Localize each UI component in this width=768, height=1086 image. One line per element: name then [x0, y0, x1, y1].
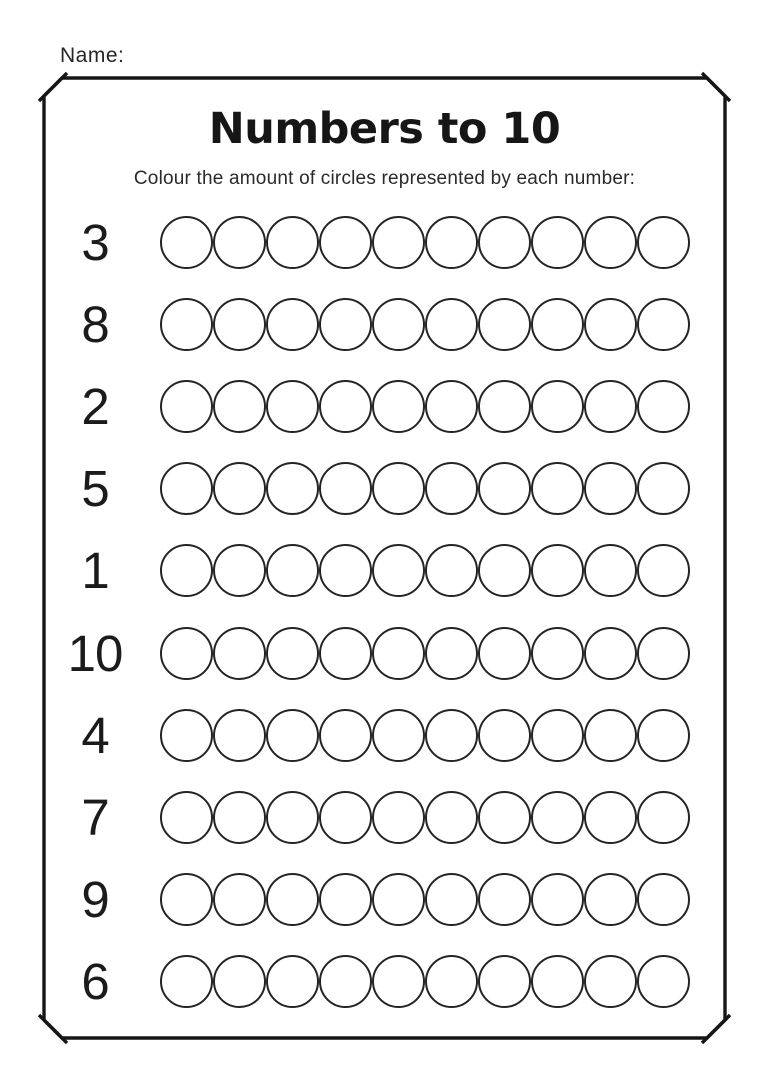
colourable-circle[interactable] — [584, 709, 637, 762]
colourable-circle[interactable] — [372, 791, 425, 844]
row-number-label: 3 — [81, 213, 109, 271]
colourable-circle[interactable] — [319, 873, 372, 926]
colourable-circle[interactable] — [319, 627, 372, 680]
row-number-label: 6 — [81, 953, 109, 1011]
colourable-circle[interactable] — [213, 709, 266, 762]
circle-strip — [160, 216, 690, 269]
colourable-circle[interactable] — [584, 462, 637, 515]
rows — [42, 201, 727, 1023]
colourable-circle[interactable] — [425, 298, 478, 351]
colourable-circle[interactable] — [319, 462, 372, 515]
colourable-circle[interactable] — [584, 873, 637, 926]
row-number-label: 9 — [81, 871, 109, 929]
colourable-circle[interactable] — [266, 873, 319, 926]
colourable-circle[interactable] — [584, 544, 637, 597]
colourable-circle[interactable] — [478, 709, 531, 762]
colourable-circle[interactable] — [160, 709, 213, 762]
colourable-circle[interactable] — [425, 216, 478, 269]
colourable-circle[interactable] — [531, 462, 584, 515]
colourable-circle[interactable] — [213, 462, 266, 515]
colourable-circle[interactable] — [160, 298, 213, 351]
row-number-label: 8 — [81, 295, 109, 353]
colourable-circle[interactable] — [425, 955, 478, 1008]
colourable-circle[interactable] — [584, 791, 637, 844]
colourable-circle[interactable] — [531, 544, 584, 597]
colourable-circle[interactable] — [266, 462, 319, 515]
circle-strip — [160, 298, 690, 351]
colourable-circle[interactable] — [160, 873, 213, 926]
colourable-circle[interactable] — [372, 627, 425, 680]
number-row-5 — [42, 448, 727, 530]
row-number-label: 4 — [81, 706, 109, 764]
colourable-circle[interactable] — [478, 544, 531, 597]
colourable-circle[interactable] — [213, 627, 266, 680]
colourable-circle[interactable] — [637, 627, 690, 680]
colourable-circle[interactable] — [160, 544, 213, 597]
number-row-1 — [42, 530, 727, 612]
colourable-circle[interactable] — [531, 216, 584, 269]
colourable-circle[interactable] — [372, 298, 425, 351]
colourable-circle[interactable] — [637, 462, 690, 515]
colourable-circle[interactable] — [531, 955, 584, 1008]
colourable-circle[interactable] — [478, 462, 531, 515]
number-row-7 — [42, 776, 727, 858]
number-row-8 — [42, 283, 727, 365]
row-number-label: 7 — [81, 788, 109, 846]
colourable-circle[interactable] — [372, 955, 425, 1008]
name-label: Name: — [60, 44, 125, 67]
colourable-circle[interactable] — [425, 380, 478, 433]
number-row-10 — [42, 612, 727, 694]
colourable-circle[interactable] — [160, 380, 213, 433]
colourable-circle[interactable] — [213, 873, 266, 926]
colourable-circle[interactable] — [584, 627, 637, 680]
colourable-circle[interactable] — [637, 298, 690, 351]
colourable-circle[interactable] — [372, 873, 425, 926]
colourable-circle[interactable] — [372, 462, 425, 515]
colourable-circle[interactable] — [319, 791, 372, 844]
number-row-3 — [42, 201, 727, 283]
colourable-circle[interactable] — [266, 955, 319, 1008]
colourable-circle[interactable] — [637, 380, 690, 433]
colourable-circle[interactable] — [319, 298, 372, 351]
colourable-circle[interactable] — [266, 298, 319, 351]
colourable-circle[interactable] — [584, 380, 637, 433]
colourable-circle[interactable] — [372, 544, 425, 597]
colourable-circle[interactable] — [531, 791, 584, 844]
colourable-circle[interactable] — [425, 544, 478, 597]
number-row-4 — [42, 694, 727, 776]
colourable-circle[interactable] — [531, 627, 584, 680]
colourable-circle[interactable] — [425, 462, 478, 515]
colourable-circle[interactable] — [266, 380, 319, 433]
colourable-circle[interactable] — [160, 627, 213, 680]
worksheet-title: Numbers to 10 — [208, 104, 561, 154]
colourable-circle[interactable] — [425, 873, 478, 926]
colourable-circle[interactable] — [160, 955, 213, 1008]
circle-strip — [160, 709, 690, 762]
colourable-circle[interactable] — [266, 627, 319, 680]
colourable-circle[interactable] — [637, 544, 690, 597]
colourable-circle[interactable] — [478, 298, 531, 351]
colourable-circle[interactable] — [160, 462, 213, 515]
colourable-circle[interactable] — [425, 791, 478, 844]
colourable-circle[interactable] — [160, 791, 213, 844]
colourable-circle[interactable] — [531, 380, 584, 433]
colourable-circle[interactable] — [213, 791, 266, 844]
number-row-6 — [42, 941, 727, 1023]
colourable-circle[interactable] — [584, 216, 637, 269]
colourable-circle[interactable] — [637, 873, 690, 926]
colourable-circle[interactable] — [266, 791, 319, 844]
colourable-circle[interactable] — [266, 544, 319, 597]
colourable-circle[interactable] — [319, 955, 372, 1008]
colourable-circle[interactable] — [425, 627, 478, 680]
colourable-circle[interactable] — [372, 380, 425, 433]
row-number-label: 5 — [81, 460, 109, 518]
number-row-9 — [42, 859, 727, 941]
colourable-circle[interactable] — [531, 709, 584, 762]
row-number-label: 2 — [81, 377, 109, 435]
row-number-label: 1 — [81, 542, 109, 600]
colourable-circle[interactable] — [213, 544, 266, 597]
colourable-circle[interactable] — [478, 955, 531, 1008]
colourable-circle[interactable] — [213, 955, 266, 1008]
circle-strip — [160, 544, 690, 597]
colourable-circle[interactable] — [637, 791, 690, 844]
colourable-circle[interactable] — [213, 380, 266, 433]
row-number-label: 10 — [67, 624, 123, 682]
colourable-circle[interactable] — [531, 298, 584, 351]
colourable-circle[interactable] — [478, 627, 531, 680]
colourable-circle[interactable] — [637, 709, 690, 762]
circle-strip — [160, 791, 690, 844]
colourable-circle[interactable] — [478, 873, 531, 926]
colourable-circle[interactable] — [637, 955, 690, 1008]
number-row-2 — [42, 365, 727, 447]
colourable-circle[interactable] — [319, 380, 372, 433]
colourable-circle[interactable] — [584, 298, 637, 351]
circle-strip — [160, 627, 690, 680]
colourable-circle[interactable] — [213, 216, 266, 269]
colourable-circle[interactable] — [266, 216, 319, 269]
colourable-circle[interactable] — [478, 216, 531, 269]
colourable-circle[interactable] — [213, 298, 266, 351]
worksheet-instruction: Colour the amount of circles represented by each number: — [133, 168, 636, 189]
circle-strip — [160, 462, 690, 515]
colourable-circle[interactable] — [637, 216, 690, 269]
colourable-circle[interactable] — [266, 709, 319, 762]
colourable-circle[interactable] — [425, 709, 478, 762]
colourable-circle[interactable] — [584, 955, 637, 1008]
colourable-circle[interactable] — [478, 791, 531, 844]
colourable-circle[interactable] — [372, 216, 425, 269]
circle-strip — [160, 380, 690, 433]
colourable-circle[interactable] — [478, 380, 531, 433]
colourable-circle[interactable] — [319, 216, 372, 269]
worksheet-frame — [42, 76, 727, 1040]
colourable-circle[interactable] — [319, 709, 372, 762]
colourable-circle[interactable] — [531, 873, 584, 926]
circle-strip — [160, 955, 690, 1008]
colourable-circle[interactable] — [319, 544, 372, 597]
colourable-circle[interactable] — [372, 709, 425, 762]
colourable-circle[interactable] — [160, 216, 213, 269]
circle-strip — [160, 873, 690, 926]
